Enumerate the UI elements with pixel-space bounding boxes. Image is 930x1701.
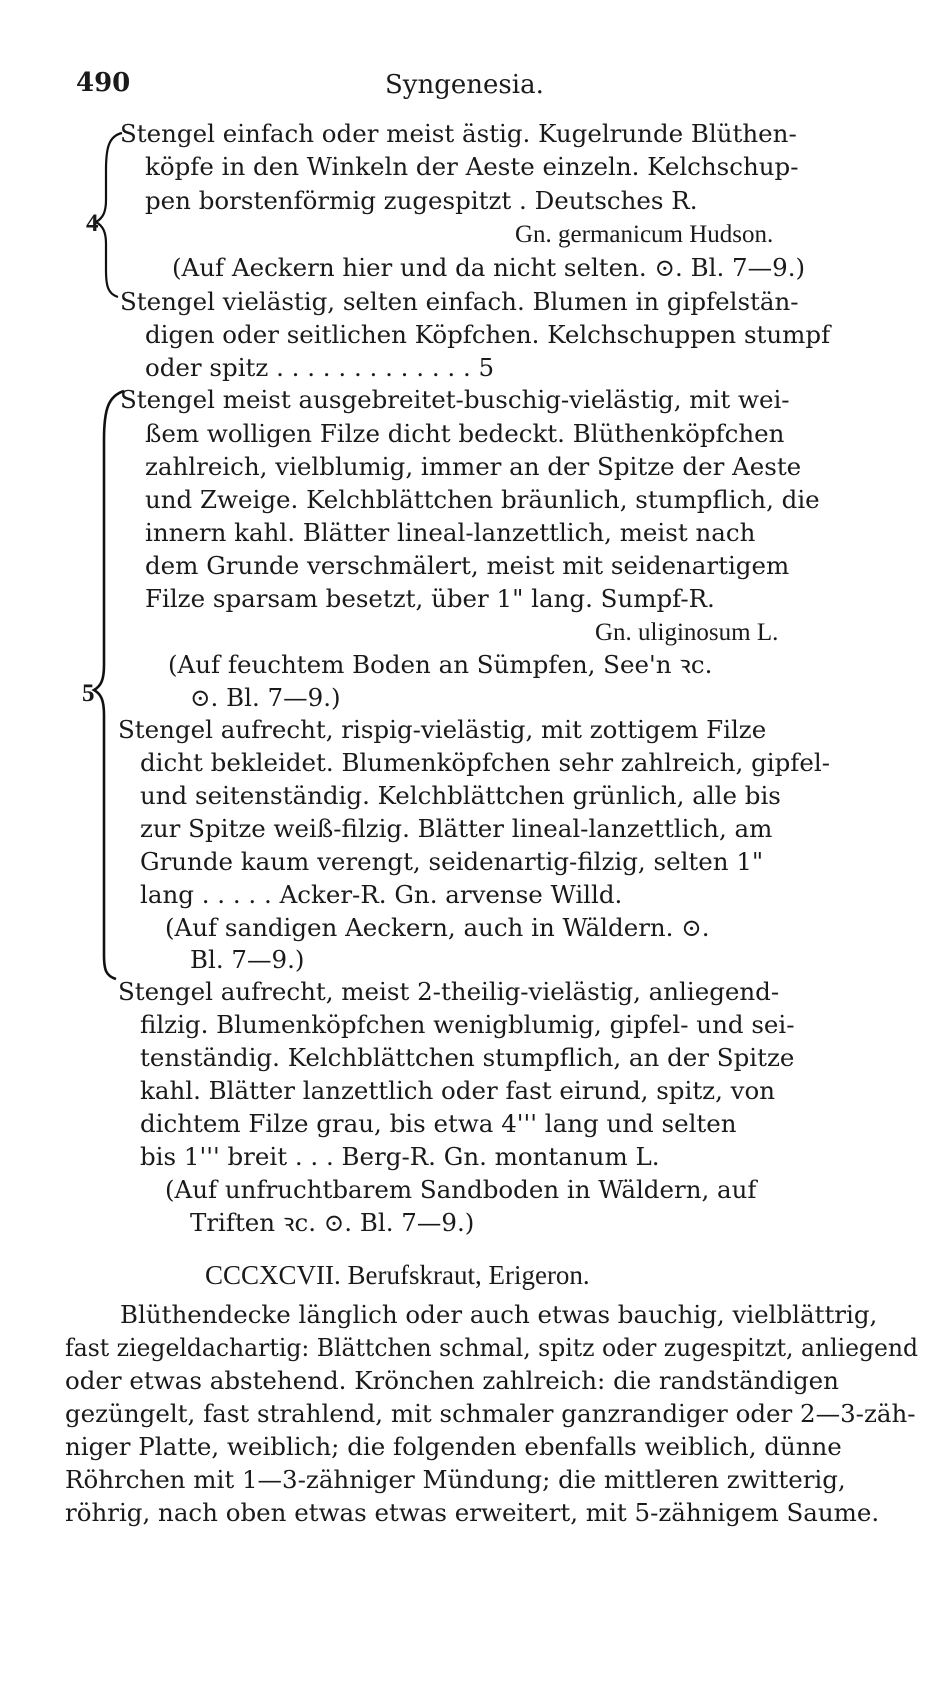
text-line: köpfe in den Winkeln der Aeste einzeln. Kelchschup- — [145, 152, 799, 181]
text-line: und Zweige. Kelchblättchen bräunlich, stumpflich, die — [145, 485, 820, 514]
text-line: pen borstenförmig zugespitzt . Deutsches R. — [145, 186, 698, 215]
text-line: oder etwas abstehend. Krönchen zahlreich: die randständigen — [65, 1366, 839, 1395]
text-line: fast ziegeldachartig: Blättchen schmal, spitz oder zugespitzt, anliegend — [65, 1333, 919, 1362]
text-line: tenständig. Kelchblättchen stumpflich, an der Spitze — [140, 1043, 795, 1072]
text-line: lang . . . . . Acker-R. Gn. arvense Willd. — [140, 880, 623, 909]
key-number-5: 5 — [82, 680, 95, 707]
text-line: kahl. Blätter lanzettlich oder fast eirund, spitz, von — [140, 1076, 776, 1105]
text-line: Röhrchen mit 1—3-zähniger Mündung; die mittleren zwitterig, — [65, 1465, 846, 1494]
text-line: innern kahl. Blätter lineal-lanzettlich, meist nach — [145, 518, 756, 547]
latin-name: Gn. germanicum Hudson. — [515, 221, 774, 248]
text-line: Stengel vielästig, selten einfach. Blumen in gipfelstän- — [120, 287, 799, 316]
text-line: (Auf sandigen Aeckern, auch in Wäldern. ⊙. — [165, 913, 710, 942]
key-number-4: 4 — [86, 210, 99, 237]
text-line: dicht bekleidet. Blumenköpfchen sehr zahlreich, gipfel- — [140, 748, 830, 777]
text-line: Triften ꝛc. ⊙. Bl. 7—9.) — [190, 1208, 475, 1237]
text-line: zur Spitze weiß-filzig. Blätter lineal-lanzettlich, am — [140, 814, 773, 843]
genus-heading: CCCXCVII. Berufskraut, Erigeron. — [205, 1260, 590, 1290]
text-line: Blüthendecke länglich oder auch etwas bauchig, vielblättrig, — [120, 1300, 878, 1329]
text-line: bis 1''' breit . . . Berg-R. Gn. montanum L. — [140, 1142, 660, 1171]
page-number: 490 — [76, 68, 131, 98]
text-line: Bl. 7—9.) — [190, 945, 305, 974]
text-line: Stengel einfach oder meist ästig. Kugelrunde Blüthen- — [120, 119, 797, 148]
text-line: filzig. Blumenköpfchen wenigblumig, gipfel- und sei- — [140, 1010, 795, 1039]
text-line: (Auf unfruchtbarem Sandboden in Wäldern, auf — [165, 1175, 757, 1204]
text-line: Stengel aufrecht, meist 2-theilig-vielästig, anliegend- — [118, 977, 780, 1006]
text-line: röhrig, nach oben etwas etwas erweitert, mit 5-zähnigem Saume. — [65, 1498, 880, 1527]
text-line: dem Grunde verschmälert, meist mit seidenartigem — [145, 551, 790, 580]
text-line: Filze sparsam besetzt, über 1" lang. Sumpf-R. — [145, 584, 715, 613]
text-line: gezüngelt, fast strahlend, mit schmaler ganzrandiger oder 2—3-zäh- — [65, 1399, 916, 1428]
text-line: Stengel aufrecht, rispig-vielästig, mit zottigem Filze — [118, 715, 767, 744]
running-title: Syngenesia. — [385, 70, 544, 100]
text-line: zahlreich, vielblumig, immer an der Spitze der Aeste — [145, 452, 802, 481]
text-line: (Auf feuchtem Boden an Sümpfen, See'n ꝛc. — [168, 650, 713, 679]
text-line: ßem wolligen Filze dicht bedeckt. Blüthenköpfchen — [145, 419, 785, 448]
text-line: ⊙. Bl. 7—9.) — [190, 683, 341, 712]
latin-name: Gn. uliginosum L. — [595, 619, 779, 646]
text-line: niger Platte, weiblich; die folgenden ebenfalls weiblich, dünne — [65, 1432, 842, 1461]
text-line: und seitenständig. Kelchblättchen grünlich, alle bis — [140, 781, 781, 810]
text-line: dichtem Filze grau, bis etwa 4''' lang und selten — [140, 1109, 737, 1138]
text-line: (Auf Aeckern hier und da nicht selten. ⊙. Bl. 7—9.) — [172, 253, 806, 282]
text-line: oder spitz . . . . . . . . . . . . . 5 — [145, 353, 495, 382]
text-line: Grunde kaum verengt, seidenartig-filzig, selten 1" — [140, 847, 764, 876]
text-line: digen oder seitlichen Köpfchen. Kelchschuppen stumpf — [145, 320, 831, 349]
text-line: Stengel meist ausgebreitet-buschig-vielästig, mit wei- — [120, 385, 790, 414]
